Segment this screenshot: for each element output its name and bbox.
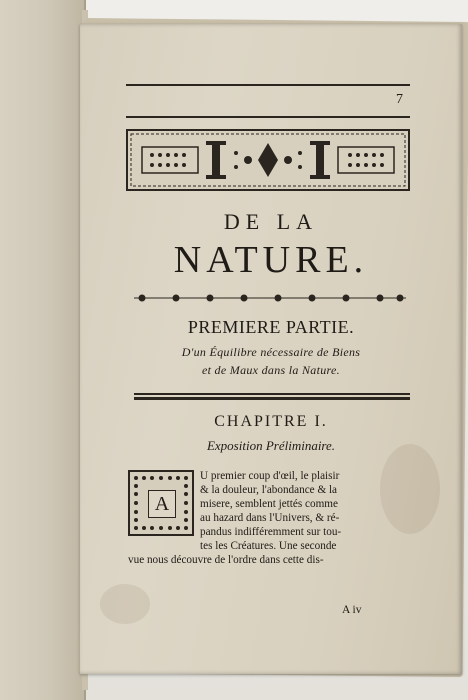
header-rule-bottom	[126, 116, 410, 118]
book-page	[80, 24, 462, 674]
part-heading: PREMIERE PARTIE.	[187, 317, 355, 337]
paper-stain	[100, 584, 150, 624]
body-text-line: au hazard dans l'Univers, & ré-	[200, 512, 340, 524]
paper-stain	[380, 444, 440, 534]
section-rule	[134, 393, 410, 401]
drop-cap-letter: A	[148, 490, 176, 518]
subtitle-line-1: D'un Équilibre nécessaire de Biens	[181, 345, 361, 359]
headpiece-ornament-icon	[128, 131, 408, 189]
facing-page	[0, 0, 86, 700]
chapter-heading: CHAPITRE I.	[214, 413, 328, 430]
body-text-line: vue nous découvre de l'ordre dans cette dis-	[128, 554, 324, 566]
signature-mark: A iv	[342, 604, 362, 616]
body-text-line: tes les Créatures. Une seconde	[200, 540, 337, 552]
body-text-line: & la douleur, l'abondance & la	[200, 484, 338, 496]
body-text-line: pandus indifféremment sur tou-	[200, 526, 342, 538]
body-text-line: misere, semblent jettés comme	[200, 498, 338, 510]
subtitle-line-2: et de Maux dans la Nature.	[201, 363, 340, 377]
title-line-1: DE LA	[223, 209, 319, 234]
page-number: 7	[396, 92, 403, 107]
drop-cap-ornament	[128, 470, 194, 536]
header-rule-top	[126, 84, 410, 86]
title-line-2: NATURE.	[173, 239, 369, 281]
body-text-line: U premier coup d'œil, le plaisir	[200, 470, 340, 482]
headpiece-ornament	[126, 129, 410, 191]
vine-ornament-icon	[134, 292, 406, 304]
section-title: Exposition Préliminaire.	[206, 438, 336, 453]
